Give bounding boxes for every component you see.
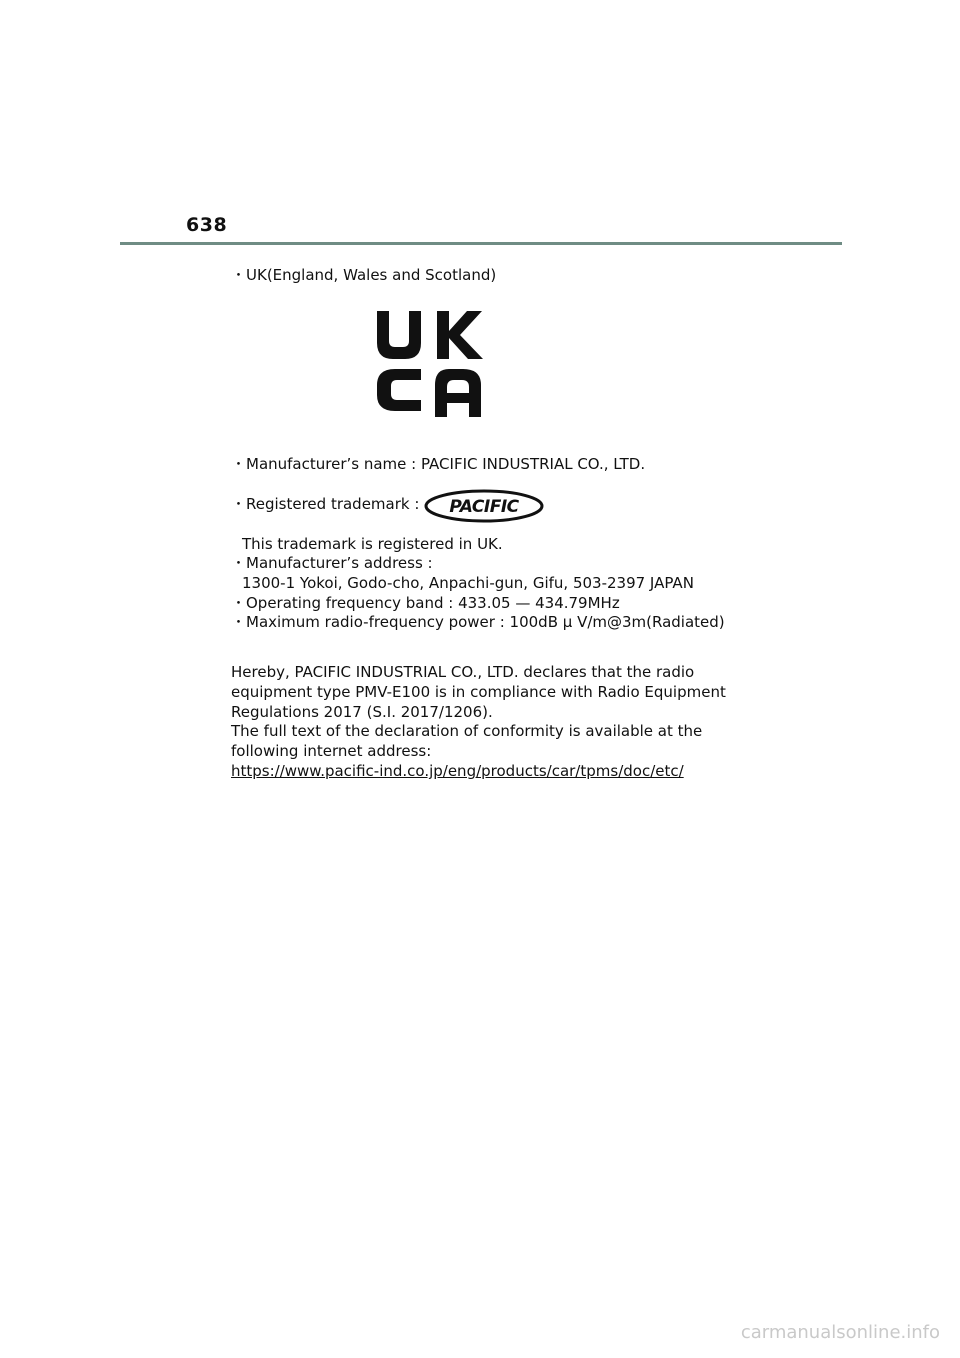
- declaration-line-2: equipment type PMV-E100 is in compliance with Radio Equipment: [231, 683, 726, 701]
- section-heading: ・UK(England, Wales and Scotland): [231, 266, 497, 284]
- pacific-logo-text: PACIFIC: [449, 497, 519, 517]
- address-label: ・Manufacturer’s address :: [231, 554, 433, 572]
- registered-trademark-label: ・Registered trademark :: [231, 495, 420, 513]
- address-value: 1300-1 Yokoi, Godo-cho, Anpachi-gun, Gifu, 503-2397 JAPAN: [242, 574, 694, 592]
- max-rf-power: ・Maximum radio-frequency power : 100dB μ V/m@3m(Radiated): [231, 613, 725, 631]
- declaration-line-5: following internet address:: [231, 742, 432, 760]
- header-rule: [120, 242, 842, 245]
- declaration-line-1: Hereby, PACIFIC INDUSTRIAL CO., LTD. declares that the radio: [231, 663, 695, 681]
- pacific-trademark-logo: [424, 489, 544, 523]
- declaration-line-3: Regulations 2017 (S.I. 2017/1206).: [231, 703, 493, 721]
- declaration-line-4: The full text of the declaration of conformity is available at the: [231, 722, 703, 740]
- frequency-band: ・Operating frequency band : 433.05 — 434.79MHz: [231, 594, 620, 612]
- ukca-mark-logo: [373, 309, 491, 419]
- footer-watermark: carmanualsonline.info: [740, 1322, 940, 1343]
- manufacturer-name: ・Manufacturer’s name : PACIFIC INDUSTRIAL CO., LTD.: [231, 455, 646, 473]
- declaration-url-link[interactable]: https://www.pacific-ind.co.jp/eng/products/car/tpms/doc/etc/: [231, 762, 684, 780]
- trademark-note: This trademark is registered in UK.: [242, 535, 503, 553]
- page-number: 638: [186, 214, 228, 236]
